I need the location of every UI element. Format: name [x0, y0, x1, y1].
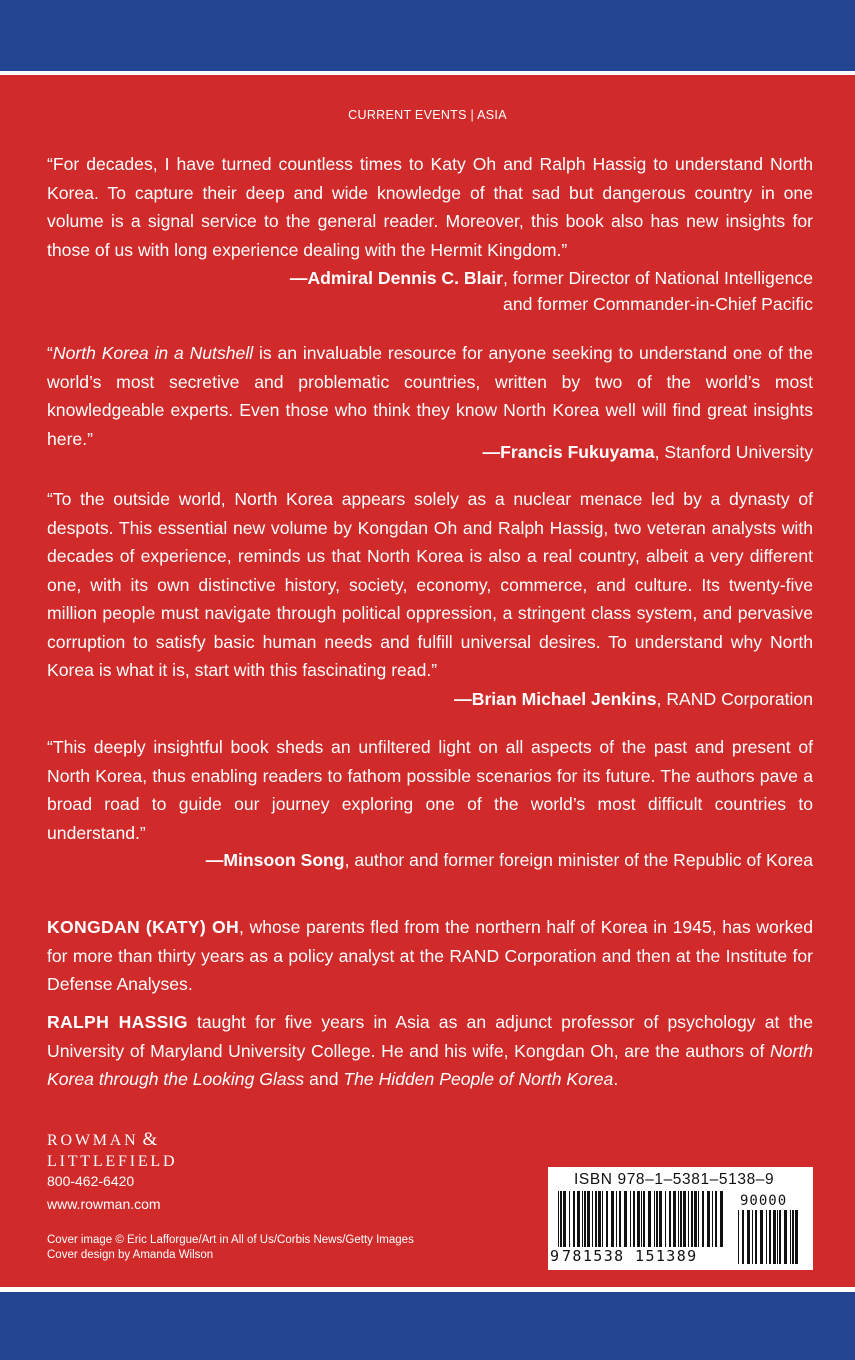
endorser-affiliation: , Stanford University	[654, 442, 813, 462]
endorsement-attribution	[47, 685, 813, 714]
barcode-bar	[577, 1191, 580, 1247]
barcode-bar	[587, 1191, 590, 1247]
barcode-first-digit: 9	[550, 1247, 560, 1265]
barcode-bar	[680, 1191, 682, 1247]
barcode-bar	[738, 1210, 739, 1264]
endorser-affiliation: , RAND Corporation	[656, 689, 813, 709]
barcode-bar	[630, 1191, 631, 1247]
bio-text: .	[613, 1069, 619, 1089]
barcode-bar	[694, 1191, 697, 1247]
barcode-bar	[755, 1210, 757, 1264]
barcode-bar	[637, 1191, 640, 1247]
endorsement-attribution	[47, 846, 813, 875]
endorser-name: —Brian Michael Jenkins	[454, 689, 657, 709]
barcode-bar	[720, 1191, 723, 1247]
author-name: KONGDAN (KATY) OH	[47, 917, 239, 937]
barcode-bar	[582, 1191, 583, 1247]
category-label: CURRENT EVENTS | ASIA	[348, 108, 507, 122]
barcode-bar	[560, 1191, 562, 1247]
barcode-bar	[673, 1191, 676, 1247]
endorser-name: —Minsoon Song	[205, 850, 345, 870]
book-title: North Korea in a Nutshell	[52, 343, 254, 363]
endorser-affiliation: , former Director of National Intelligence	[503, 268, 813, 288]
book-title: North Korea through the Looking Glass	[47, 1040, 813, 1089]
publisher-name-line2: LITTLEFIELD	[47, 1153, 178, 1170]
endorsement-attribution	[47, 264, 813, 293]
barcode-bars	[558, 1191, 728, 1247]
barcode-bar	[573, 1191, 575, 1247]
barcode-bar	[715, 1191, 717, 1247]
barcode-bar	[795, 1210, 798, 1264]
publisher-website[interactable]: www.rowman.com	[47, 1196, 161, 1212]
barcode-bar	[669, 1191, 671, 1247]
barcode-bar	[766, 1210, 767, 1264]
barcode-bar	[691, 1191, 693, 1247]
publisher-ampersand: &	[142, 1129, 158, 1150]
barcode-bar	[563, 1191, 566, 1247]
barcode-bar	[595, 1191, 597, 1247]
cover-design-credit: Cover design by Amanda Wilson	[47, 1249, 214, 1261]
endorsement-quote	[47, 339, 813, 453]
barcode-bar	[624, 1191, 627, 1247]
barcode-bar	[678, 1191, 679, 1247]
barcode-bar	[707, 1191, 710, 1247]
barcode-bar	[598, 1191, 601, 1247]
bottom-blue-band	[0, 1292, 855, 1360]
publisher-name-line1: ROWMAN	[47, 1132, 139, 1149]
barcode-digits: 781538 151389	[562, 1247, 698, 1265]
barcode-bar	[760, 1210, 763, 1264]
publisher-phone: 800-462-6420	[47, 1173, 135, 1189]
barcode-bar	[752, 1210, 753, 1264]
endorser-name: —Francis Fukuyama	[482, 442, 655, 462]
endorsement-attribution	[47, 438, 813, 467]
barcode-bar	[777, 1210, 778, 1264]
publisher-logo	[47, 1129, 177, 1172]
barcode-bar	[747, 1210, 750, 1264]
top-white-stripe	[0, 71, 855, 75]
top-blue-band	[0, 0, 855, 71]
isbn-barcode	[548, 1167, 813, 1270]
barcode-bar	[633, 1191, 635, 1247]
barcode-bar	[773, 1210, 776, 1264]
barcode-bar	[648, 1191, 651, 1247]
barcode-bar	[558, 1191, 559, 1247]
barcode-bar	[643, 1191, 645, 1247]
bio-text: taught for five years in Asia as an adjunct professor of psychology at the University of Maryland University College. He and his wife, Kongdan Oh, are the authors of	[47, 1012, 813, 1061]
barcode-bar	[654, 1191, 655, 1247]
barcode-bar	[656, 1191, 658, 1247]
barcode-bar	[784, 1210, 787, 1264]
cover-image-credit: Cover image © Eric Lafforgue/Art in All of Us/Corbis News/Getty Images	[47, 1234, 414, 1246]
barcode-bar	[702, 1191, 704, 1247]
barcode-bar	[659, 1191, 662, 1247]
barcode-bar	[616, 1191, 617, 1247]
barcode-bar	[619, 1191, 621, 1247]
barcode-bar	[712, 1191, 713, 1247]
barcode-bar	[592, 1191, 593, 1247]
endorsement-quote: “This deeply insightful book sheds an unfiltered light on all aspects of the past and present of North Korea, thus enabling readers to fathom possible scenarios for its future. The authors pave a broad road to guide our journey exploring one of the world’s most difficult countries to understand.”	[47, 737, 813, 843]
barcode-bar	[790, 1210, 791, 1264]
barcode-bar	[641, 1191, 642, 1247]
isbn-number: ISBN 978–1–5381–5138–9	[574, 1171, 775, 1188]
barcode-bar	[742, 1210, 744, 1264]
barcode-bar	[769, 1210, 771, 1264]
endorsement-quote: “To the outside world, North Korea appears solely as a nuclear menace led by a dynasty of despots. This essential new volume by Kongdan Oh and Ralph Hassig, two veteran analysts with decades of experience, reminds us that North Korea is also a real country, albeit a very different one, with its own distinctive history, society, economy, commerce, and culture. Its twenty-five million people must navigate through political oppression, a stringent class system, and pervasive corruption to satisfy basic human needs and fulfill universal desires. To understand why North Korea is what it is, start with this fascinating read.”	[47, 489, 813, 680]
barcode-bar	[611, 1191, 614, 1247]
bio-text: , whose parents fled from the northern half of Korea in 1945, has worked for more than thirty years as a policy analyst at the RAND Corporation and then at the Institute for Defense Analyses.	[47, 917, 813, 994]
barcode-addon-digits: 90000	[740, 1193, 788, 1209]
barcode-bar	[688, 1191, 689, 1247]
barcode-bar	[569, 1191, 570, 1247]
author-bio-oh	[47, 913, 813, 999]
barcode-bar	[584, 1191, 586, 1247]
author-bio-hassig	[47, 1008, 813, 1094]
barcode-bar	[698, 1191, 699, 1247]
barcode-bar	[683, 1191, 686, 1247]
endorsement-quote: “For decades, I have turned countless times to Katy Oh and Ralph Hassig to understand North Korea. To capture their deep and wide knowledge of that sad but dangerous country in one volume is a signal service to the general reader. Moreover, this book also has new insights for those of us with long experience dealing with the Hermit Kingdom.”	[47, 154, 813, 260]
bio-text: and	[304, 1069, 344, 1089]
barcode-bar	[602, 1191, 603, 1247]
author-name: RALPH HASSIG	[47, 1012, 188, 1032]
barcode-bar	[665, 1191, 666, 1247]
barcode-bar	[779, 1210, 781, 1264]
quote-open-mark: “	[47, 343, 53, 363]
barcode-bar	[606, 1191, 608, 1247]
endorser-affiliation: , author and former foreign minister of the Republic of Korea	[344, 850, 813, 870]
barcode-addon-bars	[738, 1210, 804, 1264]
endorser-affiliation-line2: and former Commander-in-Chief Pacific	[503, 294, 813, 314]
barcode-bar	[792, 1210, 794, 1264]
book-title: The Hidden People of North Korea	[343, 1069, 614, 1089]
quote-text: is an invaluable resource for anyone seeking to understand one of the world’s most secretive and problematic countries, written by two of the world’s most knowledgeable experts. Even those who think they know North Korea well will find great insights here.”	[47, 343, 813, 449]
endorser-name: —Admiral Dennis C. Blair	[289, 268, 504, 288]
